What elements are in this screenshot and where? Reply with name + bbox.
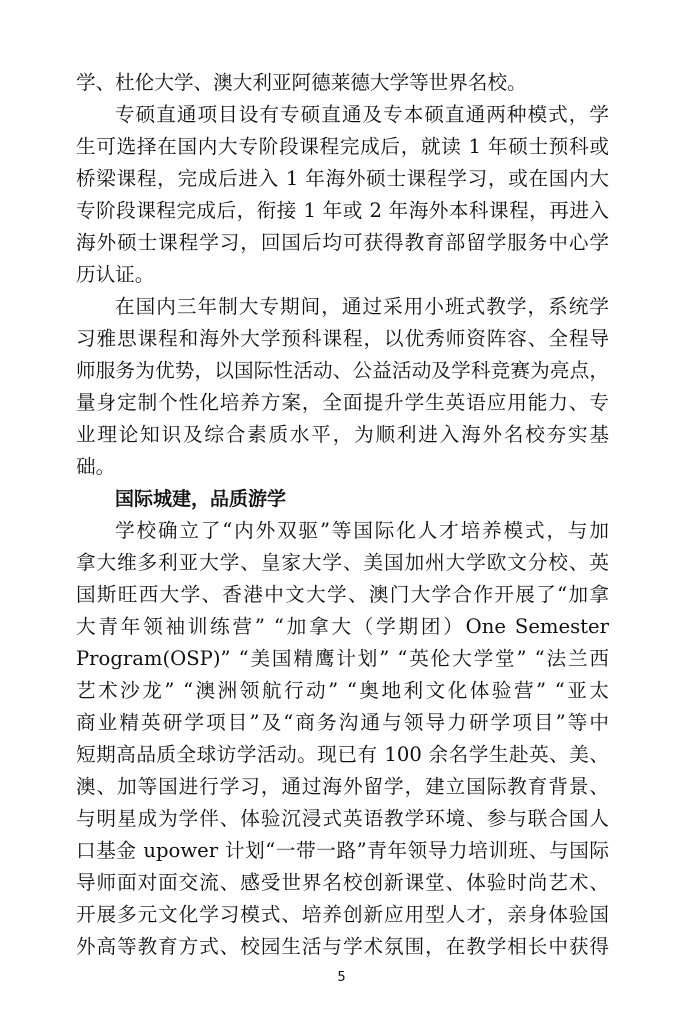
text-line: 口基金 upower 计划“一带一路”青年领导力培训班、与国际 <box>76 839 609 862</box>
text-line: 学校确立了“内外双驱”等国际化人才培养模式，与加 <box>115 519 609 542</box>
text-line: 导师面对面交流、感受世界名校创新课堂、体验时尚艺术、 <box>76 871 609 894</box>
text-line: 短期高品质全球访学活动。现已有 100 余名学生赴英、美、 <box>76 743 609 766</box>
text-line: 学、杜伦大学、澳大利亚阿德莱德大学等世界名校。 <box>76 71 527 94</box>
text-line: 历认证。 <box>76 263 155 286</box>
text-line: 习雅思课程和海外大学预科课程，以优秀师资阵容、全程导 <box>76 327 609 350</box>
text-line: 国斯旺西大学、香港中文大学、澳门大学合作开展了“加拿 <box>76 583 609 606</box>
text-line: 与明星成为学伴、体验沉浸式英语教学环境、参与联合国人 <box>76 807 609 830</box>
section-heading: 国际城建，品质游学 <box>115 488 287 510</box>
text-line: 桥梁课程，完成后进入 1 年海外硕士课程学习，或在国内大 <box>76 167 609 190</box>
text-line: 拿大维多利亚大学、皇家大学、美国加州大学欧文分校、英 <box>76 551 609 574</box>
text-line: 在国内三年制大专期间，通过采用小班式教学，系统学 <box>115 295 609 318</box>
text-line: 外高等教育方式、校园生活与学术氛围，在教学相长中获得 <box>76 935 609 958</box>
text-line: Program(OSP)” “美国精鹰计划” “英伦大学堂” “法兰西 <box>76 647 609 670</box>
text-line: 专阶段课程完成后，衔接 1 年或 2 年海外本科课程，再进入 <box>76 199 609 222</box>
text-line: 商业精英研学项目”及“商务沟通与领导力研学项目”等中 <box>76 711 609 734</box>
text-line: 海外硕士课程学习，回国后均可获得教育部留学服务中心学 <box>76 231 609 254</box>
text-line: 生可选择在国内大专阶段课程完成后，就读 1 年硕士预科或 <box>76 135 609 158</box>
text-line: 大青年领袖训练营” “加拿大（学期团）One Semester <box>76 615 609 638</box>
text-line: 师服务为优势，以国际性活动、公益活动及学科竞赛为亮点， <box>76 359 609 382</box>
text-line: 业理论知识及综合素质水平，为顺利进入海外名校夯实基 <box>76 423 609 446</box>
page-number: 5 <box>337 970 346 985</box>
text-line: 础。 <box>76 455 116 478</box>
text-line: 开展多元文化学习模式、培养创新应用型人才，亲身体验国 <box>76 903 609 926</box>
text-line: 艺术沙龙” “澳洲领航行动” “奥地利文化体验营” “亚太 <box>76 679 609 702</box>
text-line: 量身定制个性化培养方案，全面提升学生英语应用能力、专 <box>76 391 609 414</box>
text-line: 专硕直通项目设有专硕直通及专本硕直通两种模式，学 <box>115 103 609 126</box>
text-line: 澳、加等国进行学习，通过海外留学，建立国际教育背景、 <box>76 775 609 798</box>
